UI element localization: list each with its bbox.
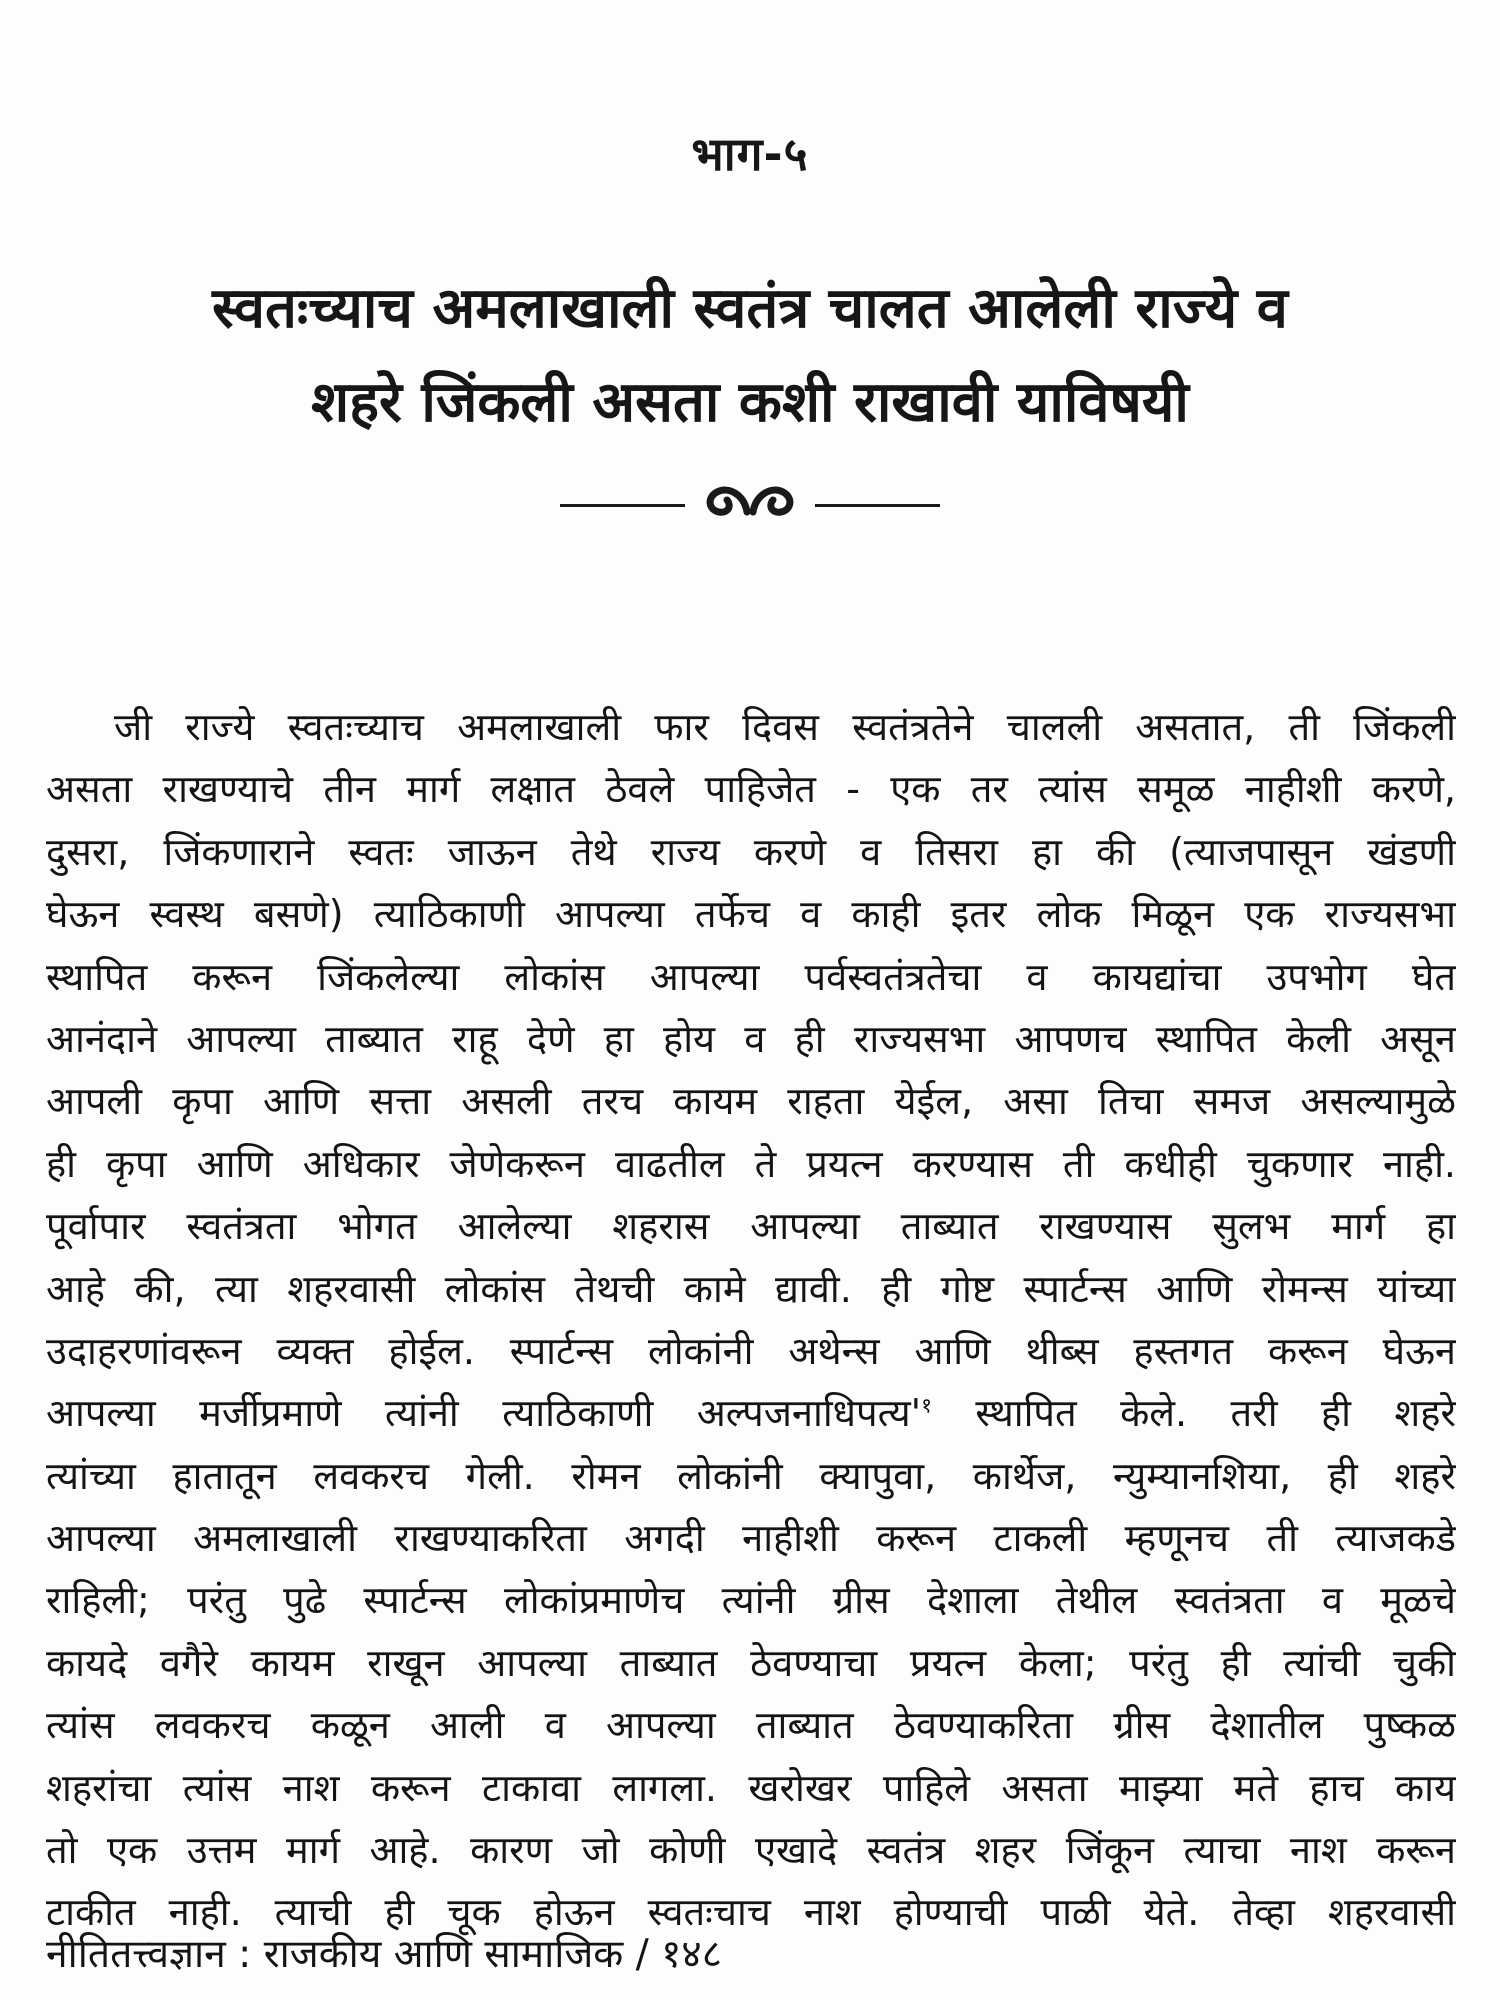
body-line: दुसरा, जिंकणाराने स्वतः जाऊन तेथे राज्य करणे व तिसरा हा की (त्याजपासून खंडणी xyxy=(46,829,1456,874)
body-line: कायदे वगैरे कायम राखून आपल्या ताब्यात ठेवण्याचा प्रयत्न केला; परंतु ही त्यांची चुकी xyxy=(46,1640,1456,1685)
body-paragraph xyxy=(46,696,1456,1944)
body-line: टाकीत नाही. त्याची ही चूक होऊन स्वतःचाच नाश होण्याची पाळी येते. तेव्हा शहरवासी xyxy=(46,1890,1456,1935)
part-label: भाग-५ xyxy=(691,127,809,181)
body-line: राहिली; परंतु पुढे स्पार्टन्स लोकांप्रमाणेच त्यांनी ग्रीस देशाला तेथील स्वतंत्रता व मूळचे xyxy=(46,1578,1456,1623)
body-line: ही कृपा आणि अधिकार जेणेकरून वाढतील ते प्रयत्न करण्यास ती कधीही चुकणार नाही. xyxy=(46,1141,1456,1186)
scroll-flourish-icon xyxy=(685,478,815,522)
divider-rule-left xyxy=(560,504,685,507)
body-line: स्थापित करून जिंकलेल्या लोकांस आपल्या पर्वस्वतंत्रतेचा व कायद्यांचा उपभोग घेत xyxy=(46,954,1456,999)
page-footer: नीतितत्त्वज्ञान : राजकीय आणि सामाजिक / १४८ xyxy=(46,1932,722,1977)
body-line: जी राज्ये स्वतःच्याच अमलाखाली फार दिवस स्वतंत्रतेने चालली असतात, ती जिंकली xyxy=(114,705,1456,749)
body-line: त्यांच्या हातातून लवकरच गेली. रोमन लोकांनी क्यापुवा, कार्थेज, न्युम्यानशिया, ही शहरे xyxy=(46,1453,1456,1498)
body-line: असता राखण्याचे तीन मार्ग लक्षात ठेवले पाहिजेत - एक तर त्यांस समूळ नाहीशी करणे, xyxy=(46,767,1456,812)
section-divider xyxy=(560,478,940,522)
chapter-title-line-2: शहरे जिंकली असता कशी राखावी याविषयी xyxy=(311,370,1189,435)
chapter-title xyxy=(55,262,1445,450)
body-line: त्यांस लवकरच कळून आली व आपल्या ताब्यात ठेवण्याकरिता ग्रीस देशातील पुष्कळ xyxy=(46,1703,1456,1748)
body-line: तो एक उत्तम मार्ग आहे. कारण जो कोणी एखादे स्वतंत्र शहर जिंकून त्याचा नाश करून xyxy=(46,1828,1456,1873)
body-line: आपल्या मर्जीप्रमाणे त्यांनी त्याठिकाणी $अल्पजनाधिपत्य'^१$ स्थापित केले. तरी ही शहरे xyxy=(46,1391,1456,1436)
body-line: आपल्या अमलाखाली राखण्याकरिता अगदी नाहीशी करून टाकली म्हणूनच ती त्याजकडे xyxy=(46,1516,1456,1561)
body-line: पूर्वापार स्वतंत्रता भोगत आलेल्या शहरास आपल्या ताब्यात राखण्यास सुलभ मार्ग हा xyxy=(46,1204,1456,1249)
divider-rule-right xyxy=(815,504,940,507)
footnote-marker: १ xyxy=(921,1393,932,1418)
body-line: आनंदाने आपल्या ताब्यात राहू देणे हा होय व ही राज्यसभा आपणच स्थापित केली असून xyxy=(46,1016,1456,1061)
body-line: घेऊन स्वस्थ बसणे) त्याठिकाणी आपल्या तर्फेच व काही इतर लोक मिळून एक राज्यसभा xyxy=(46,892,1456,937)
chapter-title-line-1: स्वतःच्याच अमलाखाली स्वतंत्र चालत आलेली राज्ये व xyxy=(212,276,1288,341)
body-line: आहे की, त्या शहरवासी लोकांस तेथची कामे द्यावी. ही गोष्ट स्पार्टन्स आणि रोमन्स यांच्या xyxy=(46,1266,1456,1311)
body-line: आपली कृपा आणि सत्ता असली तरच कायम राहता येईल, असा तिचा समज असल्यामुळे xyxy=(46,1079,1456,1124)
body-line: उदाहरणांवरून व्यक्त होईल. स्पार्टन्स लोकांनी अथेन्स आणि थीब्स हस्तगत करून घेऊन xyxy=(46,1328,1456,1373)
body-line: शहरांचा त्यांस नाश करून टाकावा लागला. खरोखर पाहिले असता माझ्या मते हाच काय xyxy=(46,1765,1456,1810)
